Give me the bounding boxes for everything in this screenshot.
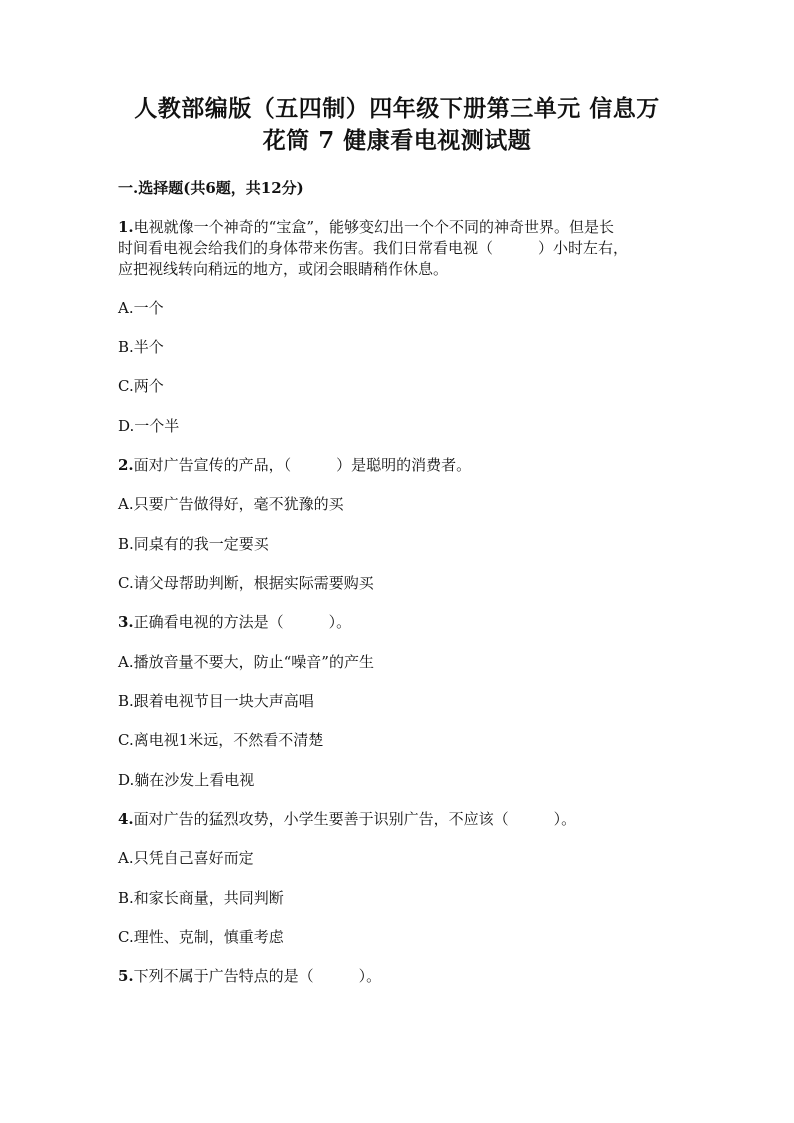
- question-number: 1.: [118, 218, 134, 236]
- question-1: [118, 217, 678, 237]
- question-2: [118, 455, 471, 475]
- question-1-option-c: C.两个: [118, 377, 164, 395]
- question-2-option-a: A.只要广告做得好，毫不犹豫的买: [118, 495, 344, 513]
- section-heading: 一.选择题(共6题，共12分): [118, 179, 304, 197]
- question-4-option-c: C.理性、克制，慎重考虑: [118, 928, 284, 946]
- question-1-option-b: B.半个: [118, 338, 164, 356]
- question-2-option-c: C.请父母帮助判断，根据实际需要购买: [118, 574, 374, 592]
- document-title: [110, 93, 684, 157]
- question-1-line-1: [118, 217, 678, 237]
- question-text: 面对广告的猛烈攻势，小学生要善于识别广告，不应该（ ）。: [133, 810, 577, 828]
- question-3-option-c: C.离电视1米远，不然看不清楚: [118, 731, 324, 749]
- question-text: 正确看电视的方法是（ ）。: [133, 613, 352, 631]
- question-4: [118, 809, 576, 829]
- question-text: 面对广告宣传的产品，（ ）是聪明的消费者。: [133, 456, 472, 474]
- question-1-line-2: 时间看电视会给我们的身体带来伤害。我们日常看电视（ ）小时左右，: [118, 239, 629, 257]
- question-text: 电视就像一个神奇的“宝盒”，能够变幻出一个个不同的神奇世界。但是长: [133, 218, 615, 236]
- question-4-option-a: A.只凭自己喜好而定: [118, 849, 254, 867]
- title-line-2: 花筒 7 健康看电视测试题: [262, 127, 532, 154]
- question-text: 下列不属于广告特点的是（ ）。: [133, 967, 382, 985]
- question-2-option-b: B.同桌有的我一定要买: [118, 535, 269, 553]
- question-1-line-3: 应把视线转向稍远的地方，或闭会眼睛稍作休息。: [118, 260, 449, 278]
- question-1-option-a: A.一个: [118, 299, 164, 317]
- title-line-1: 人教部编版（五四制）四年级下册第三单元 信息万: [134, 95, 660, 122]
- question-number: 2.: [118, 456, 134, 474]
- question-5: [118, 966, 381, 986]
- question-number: 3.: [118, 613, 134, 631]
- question-3-option-a: A.播放音量不要大，防止“噪音”的产生: [118, 653, 374, 671]
- question-4-option-b: B.和家长商量，共同判断: [118, 889, 284, 907]
- question-3-option-b: B.跟着电视节目一块大声高唱: [118, 692, 314, 710]
- question-3: [118, 612, 351, 632]
- question-3-option-d: D.躺在沙发上看电视: [118, 771, 255, 789]
- question-1-option-d: D.一个半: [118, 417, 180, 435]
- question-number: 4.: [118, 810, 134, 828]
- question-number: 5.: [118, 967, 134, 985]
